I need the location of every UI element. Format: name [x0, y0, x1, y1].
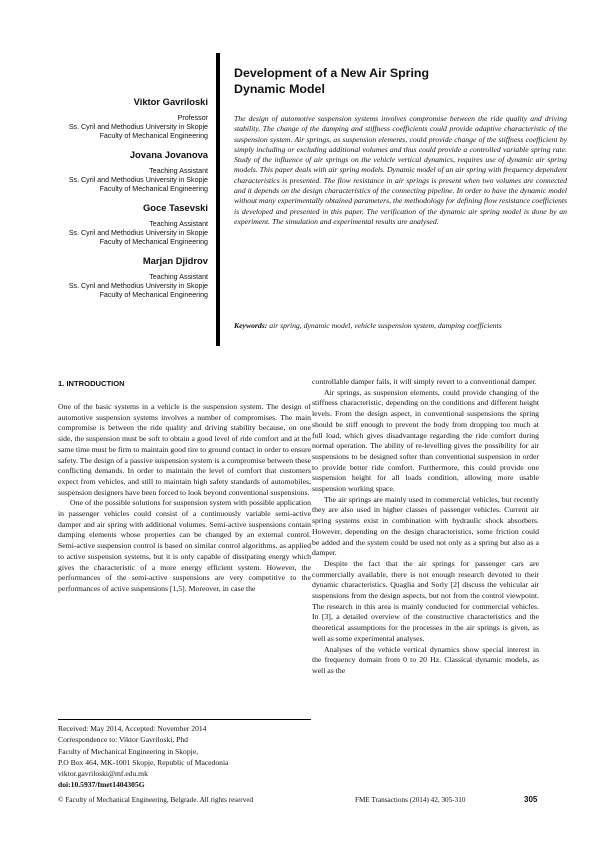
author-list: [40, 96, 208, 308]
author-faculty: Faculty of Mechanical Engineering: [99, 238, 208, 246]
author-university: Ss. Cyril and Methodius University in Skopje: [68, 123, 208, 131]
paragraph: One of the basic systems in a vehicle is the suspension system. The design of automotive suspension systems involves a number of compromises. The main compromise is between the ride quality and driving stability because, on one side, the suspension must be soft to obtain a good level of ride comfort and at the same time must be firm to maintain good tire to ground contact in order to ensure safety. The design of a passive suspension system is a compromise between these conflicting demands. In order to maintain the level of comfort that customers expect from vehicles, and still to maintain high safety standards of automobiles, suspension designers have been forced to look beyond conventional suspensions.: [58, 402, 311, 497]
paragraph: Air springs, as suspension elements, could provide changing of the stiffness characteristic, depending on the conditions and different height levels. From the design aspect, in conventional suspensions the spring should be stiff enough to prevent the body from dropping too much at full load, which gives disadvantage regarding the ride comfort during normal operation. The ability of re-levelling gives the possibility for air suspensions to be designed softer than conventional suspension in order to provide better ride comfort. Furthermore, this could provide one suspension height for all loads condition, allowing more usable suspension working space.: [312, 387, 539, 494]
author-university: Ss. Cyril and Methodius University in Skopje: [68, 282, 208, 290]
keywords-text: air spring, dynamic model, vehicle suspension system, damping coefficients: [269, 321, 502, 330]
paper-title-line: Dynamic Model: [234, 81, 325, 96]
author-title: Professor: [177, 114, 208, 122]
author-entry: [40, 96, 208, 141]
author-faculty: Faculty of Mechanical Engineering: [99, 291, 208, 299]
abstract: The design of automotive suspension systems involves compromise between the ride quality and driving stability. The change of the damping and stiffness coefficients could provide adaptive characteristic of the suspension system. Air springs, as suspension elements, could provide change of the stiffness coefficient by simply including or excluding additional volumes and thus could provide a controlled variable spring rate. Study of the influence of air springs on the vehicle vertical dynamics, requires use of dynamic air spring models. This paper deals with air spring models. Dynamic model of an air spring with frequency dependent characteristics is presented. The flow resistance in air springs is present when two volumes are connected and it depends on the design characteristics of the connecting pipeline. In order to have the dynamic model without many experimentally obtained parameters, the methodology for defining flow resistance coefficients is developed and presented in this paper. The verification of the dynamic air spring model is done by an experiment. The simulation and experimental results are analysed.: [234, 114, 567, 226]
body-column-right: [312, 377, 539, 798]
paragraph: controllable damper fails, it will simply revert to a conventional damper.: [312, 377, 537, 386]
title-divider-bar: [216, 53, 220, 346]
author-name: Marjan Djidrov: [142, 255, 208, 266]
copyright-notice: © Faculty of Mechanical Engineering, Belgrade. All rights reserved: [58, 796, 254, 804]
author-entry: [40, 202, 208, 247]
author-name: Viktor Gavriloski: [133, 96, 208, 107]
journal-citation: FME Transactions (2014) 42, 305-310: [355, 796, 466, 804]
author-university: Ss. Cyril and Methodius University in Skopje: [68, 176, 208, 184]
author-entry: [40, 149, 208, 194]
keywords: [234, 320, 567, 331]
postal-address: P.O Box 464, MK-1001 Skopje, Republic of Macedonia: [58, 757, 229, 767]
author-faculty: Faculty of Mechanical Engineering: [99, 185, 208, 193]
body-column-left: [58, 402, 311, 712]
author-title: Teaching Assistant: [149, 273, 208, 281]
paragraph: Analyses of the vehicle vertical dynamics show special interest in the frequency domain from 0 to 20 Hz. Classical dynamic models, as well as the: [312, 644, 539, 675]
paragraph: One of the possible solutions for suspension system with possible application in passenger vehicles could consist of a continuously variable semi-active damper and air spring with additional volumes. Semi-active suspensions contain damping elements whose properties can be changed by an external control. Semi-active suspension control is based on similar control algorithms, as applied to active suspension systems, but it is only capable of dissipating energy which gives the characteristic of a more energy efficient system. However, the performances of the semi-active suspensions are very competitive to the performances of active suspensions [1,5]. Moreover, in case the: [58, 498, 311, 593]
footnotes: [58, 723, 311, 791]
paper-title-line: Development of a New Air Spring: [234, 66, 430, 80]
received-date: Received: May 2014, Accepted: November 2014: [58, 724, 207, 733]
faculty-address: Faculty of Mechanical Engineering in Skopje,: [58, 746, 199, 756]
doi: doi:10.5937/fmet1404305G: [58, 780, 145, 790]
page-number: 305: [524, 795, 538, 804]
paragraph: Despite the fact that the air springs for passenger cars are commercially available, there is not enough research devoted to their dynamic characteristics. Quaglia and Sorly [2] discuss the vehicular air suspensions from the design aspects, but not from the control viewpoint. The research in this area is mainly conducted for commercial vehicles. In [3], a detailed overview of the constructive characteristics and the theoretical assumptions for the processes in the air springs is given, as well as some experimental analyses.: [312, 558, 539, 643]
author-faculty: Faculty of Mechanical Engineering: [99, 132, 208, 140]
author-entry: [40, 255, 208, 300]
author-title: Teaching Assistant: [149, 167, 208, 175]
author-name: Goce Tasevski: [143, 202, 208, 213]
author-title: Teaching Assistant: [149, 220, 208, 228]
correspondence: Correspondence to: Viktor Gavriloski, Phd: [58, 735, 188, 745]
paragraph: The air springs are mainly used in commercial vehicles, but recently they are also used in higher classes of passenger vehicles. Current air spring systems exist in combination with hydraulic shock absorbers. However, depending on the design characteristics, some friction could be added and the system could be used not only as a spring but also as a damper.: [312, 494, 539, 558]
footnote-rule: [58, 719, 311, 720]
email-address: viktor.gavriloski@mf.edu.mk: [58, 769, 148, 779]
author-university: Ss. Cyril and Methodius University in Skopje: [68, 229, 208, 237]
paper-title: [234, 66, 554, 97]
section-heading: 1. INTRODUCTION: [58, 379, 125, 388]
keywords-label: Keywords:: [234, 321, 268, 330]
author-name: Jovana Jovanova: [129, 149, 208, 160]
